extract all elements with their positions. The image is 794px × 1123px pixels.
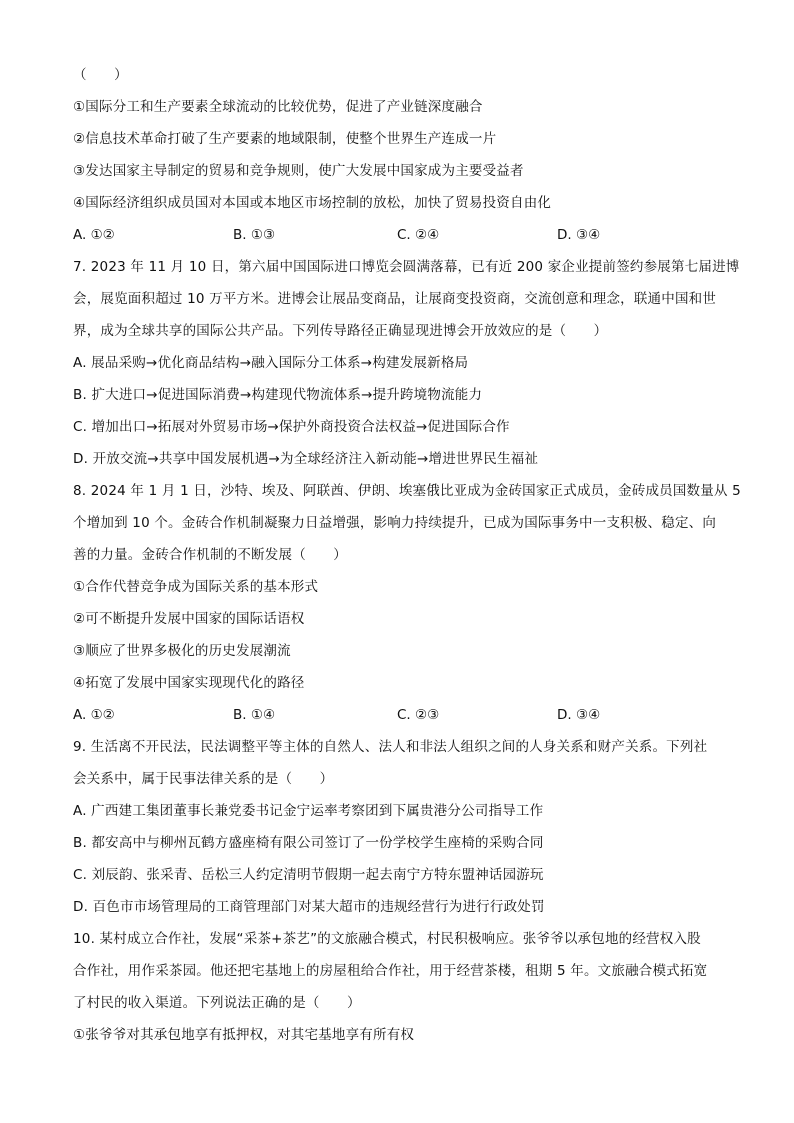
q6-statement-1: ①国际分工和生产要素全球流动的比较优势，促进了产业链深度融合 [73,99,483,115]
q7-stem-line-2: 会，展览面积超过 10 万平方米。进博会让展品变商品，让展商变投资商，交流创意和理念，联通中国和世 [73,291,717,307]
q8-options [73,705,733,725]
q6-stem-end: （ ） [73,67,128,83]
q8-option-b: B. ①④ [233,707,276,723]
q8-stem-line-2: 个增加到 10 个。金砖合作机制凝聚力日益增强，影响力持续提升，已成为国际事务中一支积极、稳定、向 [73,515,717,531]
q8-stem-line-1: 8. 2024 年 1 月 1 日，沙特、埃及、阿联酋、伊朗、埃塞俄比亚成为金砖国家正式成员，金砖成员国数量从 5 [73,483,741,499]
q8-statement-2: ②可不断提升发展中国家的国际话语权 [73,611,305,627]
q9-stem-line-1: 9. 生活离不开民法，民法调整平等主体的自然人、法人和非法人组织之间的人身关系和财产关系。下列社 [73,739,708,755]
q6-option-b: B. ①③ [233,227,276,243]
q6-statement-3: ③发达国家主导制定的贸易和竞争规则，使广大发展中国家成为主要受益者 [73,163,524,179]
q7-option-d: D. 开放交流→共享中国发展机遇→为全球经济注入新动能→增进世界民生福祉 [73,451,539,467]
q9-option-a: A. 广西建工集团董事长兼党委书记金宁运率考察团到下属贵港分公司指导工作 [73,803,544,819]
q7-stem-line-3: 界，成为全球共享的国际公共产品。下列传导路径正确显现进博会开放效应的是（ ） [73,323,608,339]
q7-option-c: C. 增加出口→拓展对外贸易市场→保护外商投资合法权益→促进国际合作 [73,419,510,435]
q9-option-c: C. 刘辰韵、张采青、岳松三人约定清明节假期一起去南宁方特东盟神话园游玩 [73,867,544,883]
q6-statement-2: ②信息技术革命打破了生产要素的地域限制，使整个世界生产连成一片 [73,131,497,147]
q6-option-c: C. ②④ [397,227,440,243]
q10-statement-1: ①张爷爷对其承包地享有抵押权，对其宅基地享有所有权 [73,1027,415,1043]
q10-stem-line-3: 了村民的收入渠道。下列说法正确的是（ ） [73,995,361,1011]
q10-stem-line-1: 10. 某村成立合作社，发展“采茶+茶艺”的文旅融合模式，村民积极响应。张爷爷以承包地的经营权入股 [73,931,701,947]
q9-option-b: B. 都安高中与柳州瓦鹤方盛座椅有限公司签订了一份学校学生座椅的采购合同 [73,835,544,851]
q8-option-c: C. ②③ [397,707,440,723]
q8-statement-4: ④拓宽了发展中国家实现现代化的路径 [73,675,305,691]
q8-statement-1: ①合作代替竞争成为国际关系的基本形式 [73,579,319,595]
q7-option-a: A. 展品采购→优化商品结构→融入国际分工体系→构建发展新格局 [73,355,469,371]
q6-statement-4: ④国际经济组织成员国对本国或本地区市场控制的放松，加快了贸易投资自由化 [73,195,552,211]
q9-stem-line-2: 会关系中，属于民事法律关系的是（ ） [73,771,334,787]
q8-statement-3: ③顺应了世界多极化的历史发展潮流 [73,643,291,659]
q7-stem-line-1: 7. 2023 年 11 月 10 日，第六届中国国际进口博览会圆满落幕，已有近 200 家企业提前签约参展第七届进博 [73,259,740,275]
q8-option-a: A. ①② [73,707,115,723]
q6-option-a: A. ①② [73,227,115,243]
q10-stem-line-2: 合作社，用作采茶园。他还把宅基地上的房屋租给合作社，用于经营茶楼，租期 5 年。文旅融合模式拓宽 [73,963,708,979]
q6-option-d: D. ③④ [557,227,601,243]
q8-option-d: D. ③④ [557,707,601,723]
q6-options [73,225,733,245]
q8-stem-line-3: 善的力量。金砖合作机制的不断发展（ ） [73,547,347,563]
q9-option-d: D. 百色市市场管理局的工商管理部门对某大超市的违规经营行为进行行政处罚 [73,899,545,915]
q7-option-b: B. 扩大进口→促进国际消费→构建现代物流体系→提升跨境物流能力 [73,387,483,403]
